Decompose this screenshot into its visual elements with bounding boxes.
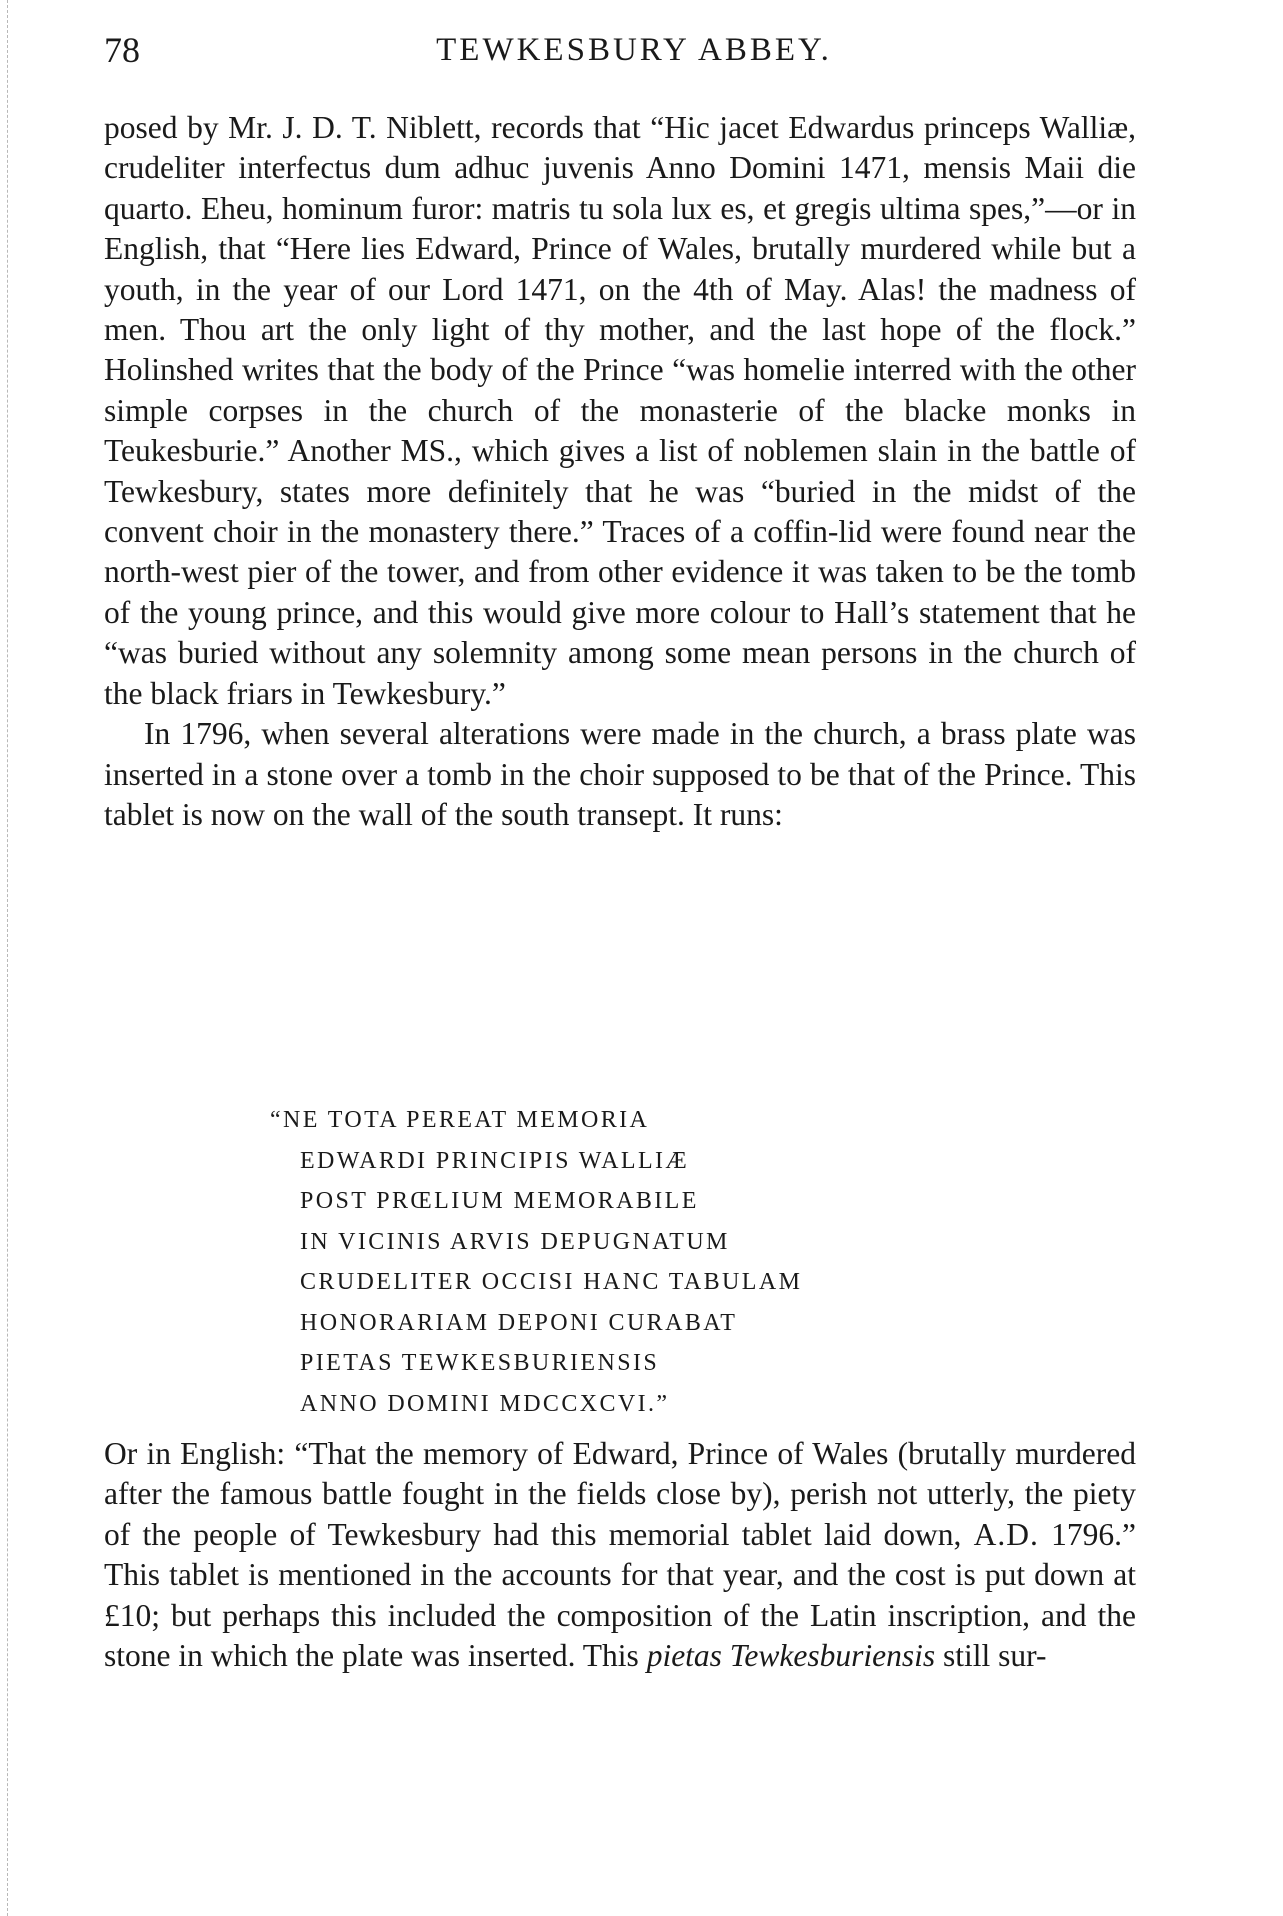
main-text [104,108,1136,835]
latin-phrase: pietas Tewkesburiensis [646,1638,936,1674]
inscription-block [270,1100,990,1424]
inscription-line: POST PRŒLIUM MEMORABILE [300,1188,699,1214]
running-title: TEWKESBURY ABBEY. [436,32,832,68]
page-edge-line [7,0,8,1916]
closing-paragraph [104,1434,1136,1676]
running-header [104,28,1136,72]
paragraph: posed by Mr. J. D. T. Niblett, records that “Hic jacet Edwardus princeps Walliæ, crudeliter interfectus dum adhuc juvenis Anno Domini 1471, mensis Maii die quarto. Eheu, hominum furor: matris tu sola lux es, et gregis ultima spes,”—or in English, that “Here lies Edward, Prince of Wales, brutally murdered while but a youth, in the year of our Lord 1471, on the 4th of May. Alas! the madness of men. Thou art the only light of thy mother, and the last hope of the flock.” Holinshed writes that the body of the Prince “was homelie interred with the other simple corpses in the church of the monasterie of the blacke monks in Teukesburie.” Another MS., which gives a list of noblemen slain in the battle of Tewkesbury, states more definitely that he was “buried in the midst of the convent choir in the monastery there.” Traces of a coffin-lid were found near the north-west pier of the tower, and from other evidence it was taken to be the tomb of the young prince, and this would give more colour to Hall’s statement that he “was buried without any solemnity among some mean persons in the church of the black friars in Tewkesbury.” [104,110,1136,711]
inscription-line: ANNO DOMINI MDCCXCVI.” [300,1390,670,1417]
closing-text-part2: 1796.” This tablet is mentioned in the accounts for that year, and the cost is put down at £10; but perhaps this included the composition of the Latin inscription, and the stone in which the plate was inserted. This [104,1516,1137,1674]
closing-text-part1: Or in English: “That the memory of Edward, Prince of Wales (brutally murdered after the famous battle fought in the fields close by), perish not utterly, the piety of the people of Tewkesbury had this memorial tablet laid down, [104,1436,1136,1552]
closing-text-part3: still sur- [943,1638,1047,1674]
inscription-line: HONORARIAM DEPONI CURABAT [300,1309,738,1336]
paragraph: In 1796, when several alterations were made in the church, a brass plate was inserted in a stone over a tomb in the choir supposed to be that of the Prince. This tablet is now on the wall of the south transept. It runs: [104,716,1136,832]
page-number: 78 [104,30,140,70]
inscription-line: “NE TOTA PEREAT MEMORIA [270,1107,650,1133]
inscription-line: EDWARDI PRINCIPIS WALLIÆ [300,1147,690,1174]
inscription-line: PIETAS TEWKESBURIENSIS [300,1350,660,1376]
inscription-line: CRUDELITER OCCISI HANC TABULAM [300,1269,803,1295]
inscription-line: IN VICINIS ARVIS DEPUGNATUM [300,1228,730,1255]
closing-text [104,1434,1136,1676]
anno-domini-abbrev: A.D. [973,1516,1039,1552]
